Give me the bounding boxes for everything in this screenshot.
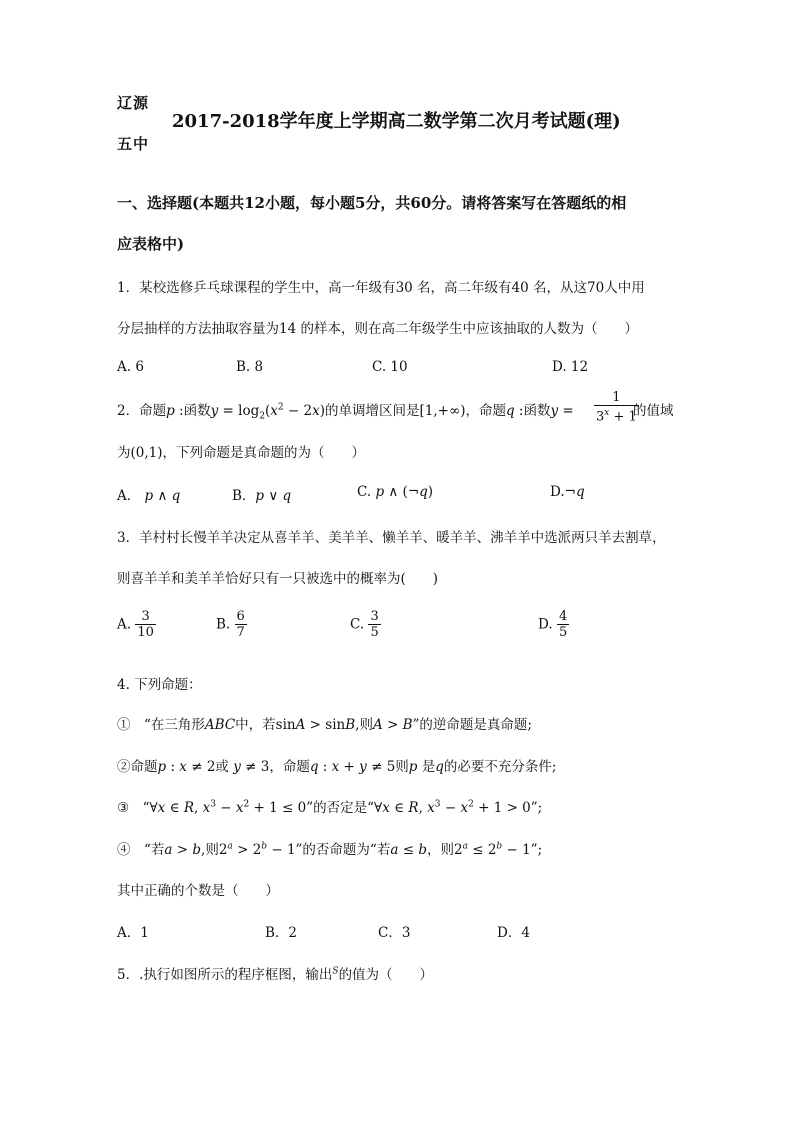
q2-text-interval: 的单调增区间是	[325, 403, 420, 419]
q3-option-d-label: D.	[538, 616, 553, 633]
q4-i1-c: 则	[359, 717, 373, 733]
q2-option-a-label: A．	[117, 488, 141, 504]
q4-i2-e: 的必要不充分条件;	[443, 759, 557, 775]
q3-line2: 则喜羊羊和美羊羊恰好只有一只被选中的概率为( )	[117, 571, 439, 587]
q4-item1: ① “在三角形ABC中，若sinA > sinB,则A > B”的逆命题是真命题;	[117, 717, 532, 733]
q3-a-den: 10	[137, 625, 154, 640]
q3-c-num: 3	[370, 609, 379, 624]
q3-option-a-label: A.	[117, 616, 132, 633]
q2-range-text: 的值域	[633, 403, 674, 419]
q2-option-d-label: D.	[550, 484, 565, 500]
q4-i3-a: ③ “	[117, 800, 150, 816]
q4-option-a: A．1	[117, 925, 149, 941]
q1-line2: 分层抽样的方法抽取容量为14 的样本，则在高二年级学生中应该抽取的人数为（ ）	[117, 321, 638, 337]
q4-option-b: B．2	[265, 925, 298, 941]
q4-i4-a: ④ “若	[117, 842, 165, 858]
q2-option-c-label: C.	[357, 484, 372, 500]
q3-b-den: 7	[236, 625, 245, 640]
q4-i2-d: 是	[421, 759, 436, 775]
q2-line2: 为(0,1)，下列命题是真命题的为（ ）	[117, 445, 366, 461]
q5-text2: 的值为（ ）	[338, 967, 434, 983]
q4-item4: ④ “若a > b,则$2^a > 2^b - 1$”的否命题为“若a ≤ b，则$2^a \le 2^b - 1$”;	[117, 841, 543, 858]
q5-line: 5．.执行如图所示的程序框图，输出$^S$的值为（ ）	[117, 966, 434, 983]
q1-option-b: B. 8	[236, 359, 264, 375]
q4-i3-c: ”;	[530, 800, 543, 816]
q2-prop-p: p	[166, 403, 175, 419]
q2-option-b: B．p ∨ q	[232, 488, 292, 504]
q1-line1: 1．某校选修乒乓球课程的学生中，高一年级有30 名，高二年级有40 名，从这70人中用	[117, 280, 645, 296]
q4-item3: ③ “∀x ∈ R, $x^3 - x^2 + 1 \le 0$”的否定是“∀x ∈ R, $x^3 - x^2 + 1 > 0$”;	[117, 799, 543, 816]
q3-b-num: 6	[236, 609, 245, 624]
q2-option-c: C. p ∧ (¬q)	[357, 484, 434, 500]
q4-i4-c: ，则	[426, 842, 454, 858]
q3-option-a	[117, 609, 156, 640]
q4-i4-d: ”;	[530, 842, 543, 858]
q2-option-a: A． p ∧ q	[117, 488, 181, 504]
q4-ask: 其中正确的个数是（ ）	[117, 883, 279, 899]
q3-a-num: 3	[135, 609, 156, 625]
q4-i1-d: ”的逆命题是真命题;	[412, 717, 532, 733]
q1-option-a: A. 6	[117, 359, 144, 375]
q4-item2: ②命题p : x ≠ 2或 y ≠ 3，命题q : x + y ≠ 5则p 是q的必要不充分条件;	[117, 759, 557, 775]
section-heading-line2: 应表格中)	[117, 235, 185, 253]
q4-i2-a: ②命题	[117, 759, 158, 775]
q2-formula-log: y	[210, 403, 219, 419]
q1-option-c: C. 10	[372, 359, 408, 375]
q4-i1-b: 中，若	[235, 717, 276, 733]
q2-text-func: 函数	[183, 403, 211, 419]
q3-option-d	[538, 609, 569, 640]
q2-num: 2．命题	[117, 403, 167, 419]
school-name-bottom: 五中	[117, 135, 150, 153]
q4-i2-c: 则	[395, 759, 409, 775]
exam-title: 2017-2018学年度上学期高二数学第二次月考试题(理)	[172, 111, 621, 132]
q3-d-num: 4	[558, 609, 568, 624]
q4-intro: 4. 下列命题：	[117, 677, 202, 693]
q2-line1: 2．命题p :函数$y = \log_2(x^2 - 2x)$的单调增区间是[1,+∞)，命题q :函数y =	[117, 402, 574, 422]
q3-option-c-label: C.	[350, 616, 365, 633]
section-heading-line1: 一、选择题(本题共12小题，每小题5分，共60分。请将答案写在答题纸的相	[117, 194, 627, 212]
q3-option-b	[216, 609, 247, 640]
q2-option-d: D.¬q	[550, 484, 585, 500]
q4-option-d: D．4	[497, 925, 530, 941]
q4-i1-a: ① “在三角形	[117, 717, 205, 733]
q4-i2-b: ，命题	[269, 759, 310, 775]
q2-text-func2: 函数	[523, 403, 551, 419]
q2-text-ask: ，下列命题是真命题的为（ ）	[162, 445, 366, 461]
q3-c-den: 5	[370, 625, 379, 640]
q2-text-prop: ，命题	[465, 403, 506, 419]
q4-i3-b: ”的否定是“	[306, 800, 375, 816]
q2-option-b-label: B．	[232, 488, 256, 504]
q4-option-c: C．3	[378, 925, 411, 941]
q3-option-c	[350, 609, 381, 640]
q4-i4-b: ”的否命题为“若	[295, 842, 391, 858]
q1-option-d: D. 12	[552, 359, 589, 375]
school-name-top: 辽源	[117, 94, 150, 112]
q2-text-for: 为	[117, 445, 131, 461]
q5-text: 5．.执行如图所示的程序框图，输出	[117, 967, 333, 983]
q3-d-den: 5	[558, 625, 568, 640]
q2-fraction: $\frac{1}{3^x + 1}$	[596, 390, 637, 425]
q3-option-b-label: B.	[216, 616, 231, 633]
q3-line1: 3．羊村村长慢羊羊决定从喜羊羊、美羊羊、懒羊羊、暖羊羊、沸羊羊中选派两只羊去割草，	[117, 530, 666, 546]
